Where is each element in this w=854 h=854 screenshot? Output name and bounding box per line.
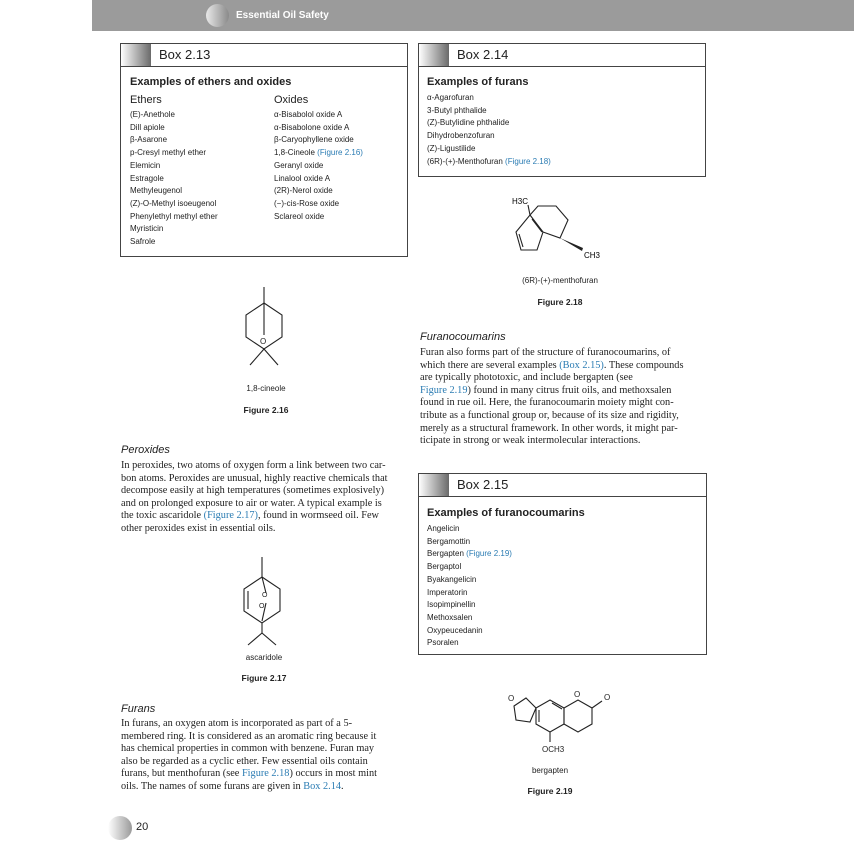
figure-link[interactable]: (Figure 2.19) (466, 549, 512, 559)
box-tab (419, 44, 449, 66)
figure-link[interactable]: (Figure 2.16) (317, 148, 363, 158)
list-item: (Z)-O-Methyl isoeugenol (130, 198, 217, 208)
box-subtitle: Examples of ethers and oxides (130, 76, 292, 88)
box-tab (419, 474, 449, 496)
list-item: Dihydrobenzofuran (427, 131, 495, 141)
text-line: found in rue oil. Here, the furanocoumarin moiety might con- (420, 397, 674, 409)
list-item: Bergamottin (427, 536, 471, 546)
menthofuran-structure (490, 190, 630, 270)
text-line (420, 360, 706, 373)
text-line (121, 781, 406, 794)
box-2-15 (418, 473, 707, 655)
list-item: (Z)-Butylidine phthalide (427, 118, 510, 128)
list-item: Geranyl oxide (274, 160, 324, 170)
list-item: Angelicin (427, 524, 460, 533)
text-span: ) occurs in most mint (289, 768, 377, 780)
list-item: Linalool oxide A (274, 173, 331, 183)
figure-label: Figure 2.18 (537, 297, 583, 307)
box-header (121, 44, 407, 67)
page-number-ornament (108, 816, 132, 840)
text-line: also be regarded as a cyclic ether. Few essential oils contain (121, 755, 368, 767)
text-line (121, 768, 406, 781)
svg-text:O: O (259, 603, 265, 610)
figure-caption: bergapten (531, 766, 569, 775)
list-item: Estragole (130, 173, 164, 183)
list-item-text: 1,8-Cineole (274, 148, 315, 158)
text-span: ) found in many citrus fruit oils, and methoxsalen (467, 384, 672, 396)
ethers-list (130, 109, 218, 249)
box-header (419, 474, 706, 497)
list-item: p-Cresyl methyl ether (130, 148, 207, 158)
figure-link[interactable]: Figure 2.18 (241, 768, 290, 780)
text-span: . (341, 780, 344, 792)
text-span: oils. The names of some furans are given in (121, 780, 304, 792)
svg-text:O: O (262, 592, 268, 599)
box-link[interactable]: Box 2.14 (303, 780, 342, 792)
list-item: 3-Butyl phthalide (427, 105, 487, 115)
list-item: (2R)-Nerol oxide (274, 186, 333, 196)
list-item: Methyleugenol (130, 186, 183, 196)
list-item: Safrole (130, 237, 156, 247)
figure-caption: (6R)-(+)-menthofuran (522, 276, 598, 285)
benzene-ring (536, 700, 564, 732)
list-item: Elemicin (130, 160, 161, 170)
running-header: Essential Oil Safety (236, 10, 329, 21)
text-line (121, 510, 406, 523)
list-item: Byakangelicin (427, 574, 477, 584)
figure-label: Figure 2.17 (241, 673, 287, 683)
list-item: Oxypeucedanin (427, 625, 483, 635)
list-item: Psoralen (427, 638, 459, 648)
list-item: Isopimpinellin (427, 600, 476, 610)
list-item: Dill apiole (130, 122, 165, 132)
box-label: Box 2.13 (159, 47, 211, 62)
methoxy-label: OCH3 (542, 745, 565, 754)
list-item (274, 147, 363, 160)
pyrone-ring (564, 700, 592, 732)
furan-ring (516, 215, 543, 250)
text-span: . These compounds (603, 359, 684, 371)
text-line: Furan also forms part of the structure of furanocoumarins, of (420, 347, 671, 358)
header-ornament (206, 4, 229, 27)
section-heading: Peroxides (121, 444, 170, 456)
bergapten-structure (500, 682, 630, 760)
ethers-heading: Ethers (130, 94, 162, 106)
figure-caption: ascaridole (245, 653, 283, 662)
list-item: Sclareol oxide (274, 211, 325, 221)
box-2-13 (120, 43, 408, 257)
text-line: other peroxides exist in essential oils. (121, 522, 276, 534)
atom-label: O (604, 693, 611, 702)
list-item: Phenylethyl methyl ether (130, 211, 218, 221)
figure-link[interactable]: Figure 2.19 (420, 384, 468, 396)
peroxides-paragraph (121, 460, 406, 536)
furan-ring (514, 698, 536, 722)
list-item: Myristicin (130, 224, 164, 234)
list-item: α-Agarofuran (427, 93, 474, 102)
text-line: ticipate in strong or weak intermolecular interactions. (420, 435, 641, 447)
text-line: membered ring. It is considered as an aromatic ring because it (121, 730, 377, 742)
text-span: the toxic ascaridole (121, 510, 204, 522)
list-item: Bergaptol (427, 562, 462, 572)
text-line: decompose easily at high temperatures (sometimes explosively) (121, 485, 385, 497)
box-subtitle: Examples of furans (427, 76, 529, 88)
text-line: In peroxides, two atoms of oxygen form a link between two car- (121, 460, 386, 471)
figure-label: Figure 2.16 (243, 405, 289, 415)
box-label: Box 2.15 (457, 477, 509, 492)
text-span: furans, but menthofuran (see (121, 768, 242, 780)
box-link[interactable]: (Box 2.15) (559, 359, 604, 371)
list-item: Imperatorin (427, 587, 468, 597)
furans-list (427, 92, 551, 168)
list-item: α-Bisabolol oxide A (274, 110, 343, 119)
text-line: In furans, an oxygen atom is incorporated as part of a 5- (121, 718, 353, 729)
furanocoumarins-paragraph (420, 347, 706, 448)
list-item: β-Caryophyllene oxide (274, 135, 354, 145)
oxides-heading: Oxides (274, 94, 309, 106)
text-line: and on prolonged exposure to air or water. A typical example is (121, 497, 382, 509)
section-heading: Furanocoumarins (420, 331, 506, 343)
text-line: bon atoms. Peroxides are unusual, highly reactive chemicals that (121, 472, 388, 484)
list-item: α-Bisabolone oxide A (274, 122, 350, 132)
text-line: are typically phototoxic, and include bergapten (see (420, 372, 633, 384)
list-item: (−)-cis-Rose oxide (274, 198, 340, 208)
text-line: merely as a structural framework. In other words, it might par- (420, 422, 678, 434)
list-item: (E)-Anethole (130, 110, 175, 119)
box-label: Box 2.14 (457, 47, 509, 62)
text-line: has chemical properties in common with benzene. Furan may (121, 743, 375, 755)
atom-label: O (508, 694, 515, 703)
cineole-structure (236, 285, 296, 377)
svg-text:O: O (260, 337, 267, 346)
methyl-label-top: H3C (512, 197, 529, 206)
list-item: β-Asarone (130, 135, 168, 145)
figure-label: Figure 2.19 (527, 786, 573, 796)
box-header (419, 44, 705, 67)
list-item-text: Bergapten (427, 549, 464, 559)
list-item (427, 548, 512, 561)
figure-caption: 1,8-cineole (246, 384, 286, 393)
furans-paragraph (121, 718, 406, 794)
text-line: tribute as a functional group or, because of its size and rigidity, (420, 409, 679, 421)
list-item: (Z)-Ligustilide (427, 143, 476, 153)
list-item (427, 156, 551, 169)
box-subtitle: Examples of furanocoumarins (427, 507, 585, 519)
furanocoumarins-list (427, 523, 512, 650)
text-span: , found in wormseed oil. Few (257, 510, 379, 522)
methyl-label-right: CH3 (584, 251, 601, 260)
page-number: 20 (136, 821, 149, 833)
section-heading: Furans (121, 703, 156, 715)
figure-link[interactable]: (Figure 2.18) (505, 156, 551, 166)
list-item: Methoxsalen (427, 612, 473, 622)
list-item-text: (6R)-(+)-Menthofuran (427, 156, 503, 166)
box-2-14 (418, 43, 706, 177)
text-span: which there are several examples (420, 359, 560, 371)
atom-label: O (574, 690, 581, 699)
text-line (420, 385, 706, 398)
figure-link[interactable]: (Figure 2.17) (203, 510, 258, 522)
box-tab (121, 44, 151, 66)
ascaridole-structure (232, 555, 296, 650)
oxides-list (274, 109, 363, 223)
